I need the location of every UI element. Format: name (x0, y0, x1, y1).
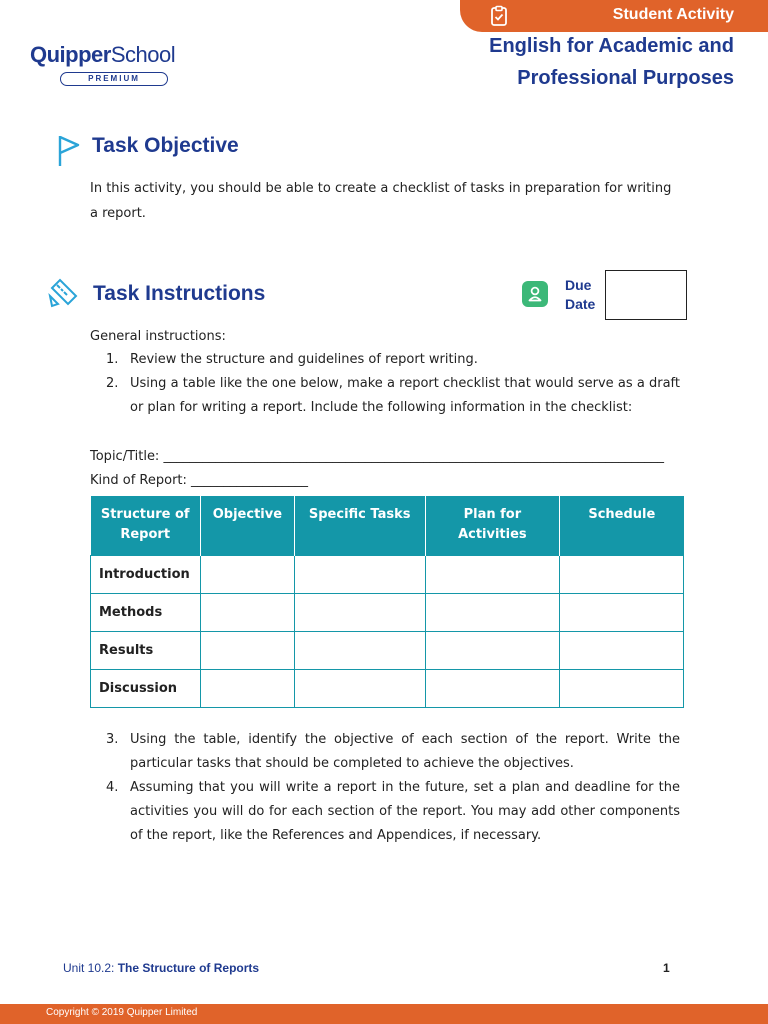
table-cell[interactable] (560, 593, 684, 631)
table-cell[interactable] (294, 631, 425, 669)
general-instructions-label: General instructions: (90, 329, 226, 344)
table-cell[interactable] (200, 593, 294, 631)
table-row (91, 555, 684, 593)
column-header: Objective (200, 496, 294, 555)
logo-wordmark: QuipperSchool (30, 42, 176, 67)
table-cell[interactable] (200, 631, 294, 669)
table-row (91, 631, 684, 669)
row-label: Methods (91, 593, 201, 631)
table-row (91, 669, 684, 707)
task-objective-title: Task Objective (92, 134, 239, 157)
column-header: Plan for Activities (425, 496, 560, 555)
table-cell[interactable] (294, 669, 425, 707)
due-date-person-icon (522, 281, 548, 307)
list-item: 1. Review the structure and guidelines of report writing. (106, 352, 478, 367)
table-cell[interactable] (200, 669, 294, 707)
footer-unit-label: Unit 10.2: The Structure of Reports (63, 961, 260, 975)
report-checklist-table (90, 496, 684, 708)
table-cell[interactable] (294, 555, 425, 593)
row-label: Results (91, 631, 201, 669)
table-cell[interactable] (425, 669, 560, 707)
table-header-row (91, 496, 684, 555)
logo-premium-badge: PREMIUM (60, 72, 168, 86)
flag-icon (56, 134, 82, 168)
table-row (91, 593, 684, 631)
kind-of-report-line: Kind of Report: __________________ (90, 473, 309, 488)
footer-bar (0, 1004, 768, 1024)
column-header: Schedule (560, 496, 684, 555)
task-instructions-title: Task Instructions (93, 282, 266, 305)
table-cell[interactable] (560, 555, 684, 593)
list-item: 3. Using the table, identify the objective of each section of the report. Write the particular tasks that should be completed to achieve the objectives. (106, 732, 680, 771)
tab-label: Student Activity (612, 6, 734, 23)
quipper-school-logo (30, 42, 176, 88)
steps-list-bottom (90, 728, 680, 848)
student-activity-tab (460, 0, 768, 32)
topic-title-line: Topic/Title: _____________________________________________________________________________ (90, 449, 664, 464)
table-cell[interactable] (200, 555, 294, 593)
row-label: Introduction (91, 555, 201, 593)
objective-text: In this activity, you should be able to create a checklist of tasks in preparation for writing a report. (90, 181, 672, 221)
steps-list-top (90, 348, 680, 420)
page-number: 1 (663, 961, 670, 975)
due-date-input-box[interactable] (605, 270, 687, 320)
table-cell[interactable] (294, 593, 425, 631)
table-cell[interactable] (425, 593, 560, 631)
table-cell[interactable] (425, 555, 560, 593)
subject-title: English for Academic and Professional Purposes (489, 35, 734, 89)
row-label: Discussion (91, 669, 201, 707)
table-cell[interactable] (560, 669, 684, 707)
due-date-label: Due Date (565, 277, 596, 312)
list-item: 2. Using a table like the one below, make a report checklist that would serve as a draft or plan for writing a report. Include the following information in the checklist: (106, 376, 680, 415)
column-header: Specific Tasks (294, 496, 425, 555)
copyright-text: Copyright © 2019 Quipper Limited (46, 1007, 198, 1018)
column-header: Structure of Report (91, 496, 201, 555)
ruler-pencil-icon (46, 276, 80, 310)
list-item: 4. Assuming that you will write a report in the future, set a plan and deadline for the activities you will do for each section of the report. You may add other components of the report, like the References and Appendices, if necessary. (106, 780, 680, 843)
clipboard-check-icon (488, 5, 510, 27)
table-cell[interactable] (425, 631, 560, 669)
table-cell[interactable] (560, 631, 684, 669)
